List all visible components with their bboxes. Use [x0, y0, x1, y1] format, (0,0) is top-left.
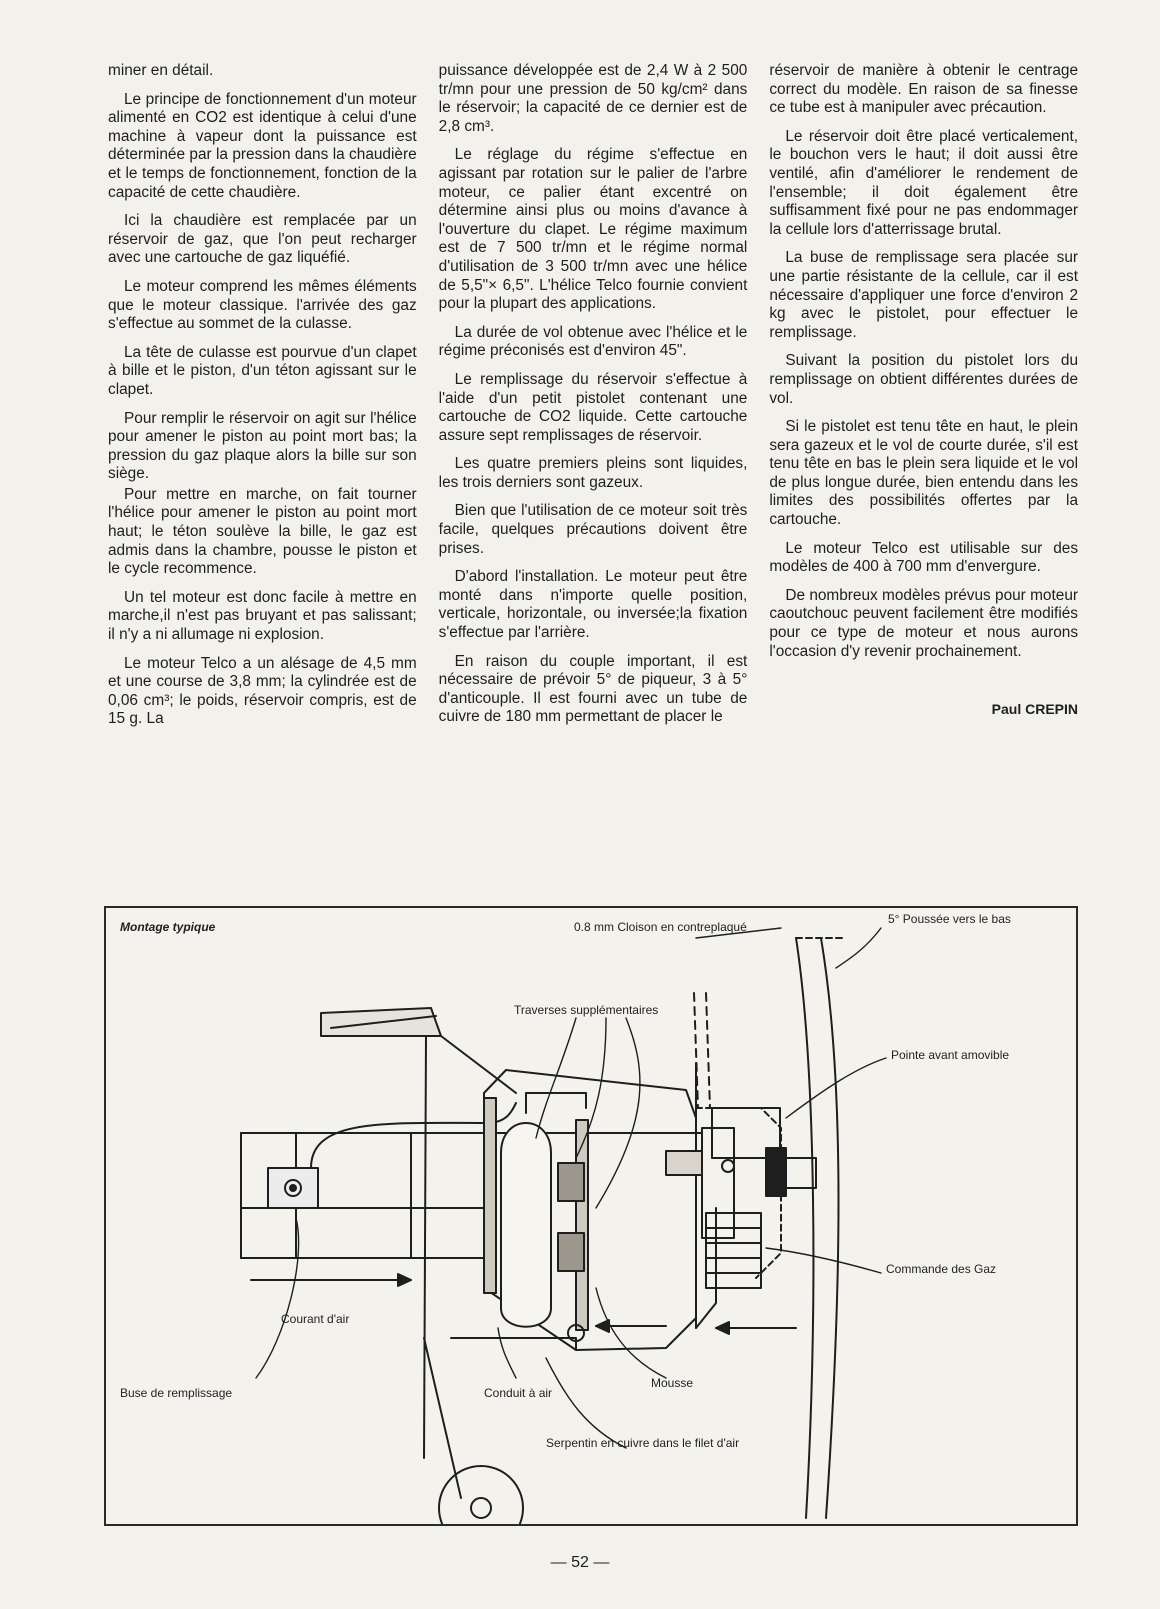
foam-block [558, 1163, 584, 1201]
mounting-diagram [106, 908, 1076, 1524]
label-mousse: Mousse [651, 1376, 694, 1390]
text-column-1 [108, 62, 417, 882]
leader-line [596, 1018, 640, 1208]
label-commande: Commande des Gaz [886, 1262, 997, 1276]
label-serpentin: Serpentin en cuivre dans le filet d'air [546, 1436, 740, 1450]
paragraph: réservoir de manière à obtenir le centrage correct du modèle. En raison de sa finesse ce tube est à manipuler avec précaution. [769, 62, 1079, 117]
paragraph: Le moteur Telco est utilisable sur des modèles de 400 à 700 mm d'envergure. [769, 539, 1079, 576]
propeller-blade [796, 938, 813, 1518]
leader-line [498, 1328, 516, 1378]
paragraph: Suivant la position du pistolet lors du remplissage on obtient différentes durées de vol. [769, 352, 1079, 407]
paragraph: Le remplissage du réservoir s'effectue à l'aide d'un petit pistolet contenant une cartouche de CO2 liquide. Cette cartouche assure sept remplissages de réservoir. [438, 370, 748, 444]
paragraph: Pour mettre en marche, on fait tourner l'hélice pour amener le piston au point mort haut; le téton soulève la bille, le gaz est admis dans la chambre, pousse le piston et le cycle recommence. [108, 485, 417, 578]
label-courant: Courant d'air [281, 1312, 350, 1326]
paragraph: Les quatre premiers pleins sont liquides, les trois derniers sont gazeux. [438, 455, 748, 491]
paragraph: La tête de culasse est pourvue d'un clapet à bille et le piston, d'un téton agissant sur le clapet. [108, 343, 417, 398]
tank-feed-pipe [526, 1093, 586, 1113]
label-conduit: Conduit à air [484, 1386, 553, 1400]
airflow-arrowhead [596, 1320, 609, 1332]
engine-bearing [666, 1151, 702, 1175]
propeller-blade [821, 938, 839, 1518]
leader-line [766, 1248, 881, 1273]
label-poussee: 5° Poussée vers le bas [888, 912, 1011, 926]
paragraph: Le réservoir doit être placé verticalement, le bouchon vers le haut; il doit aussi être ventilé, afin d'améliorer le rendement de l'ensemble; il doit également être suffisamment fixé pour ne pas endommager la cellule lors d'atterrissage brutal. [769, 127, 1079, 238]
text-column-2 [439, 62, 748, 882]
paragraph: La durée de vol obtenue avec l'hélice et le régime préconisés est d'environ 45". [438, 323, 748, 360]
fuselage-strut [424, 1036, 426, 1458]
leader-line [256, 1218, 299, 1378]
label-buse: Buse de remplissage [120, 1386, 233, 1400]
paragraph: Le moteur comprend les mêmes éléments que le moteur classique. l'arrivée des gaz s'effectue au sommet de la culasse. [108, 277, 417, 333]
foam-block [558, 1233, 584, 1271]
paragraph: Ici la chaudière est remplacée par un réservoir de gaz, que l'on peut recharger avec une cartouche de gaz liquéfié. [108, 212, 417, 267]
paragraph: Bien que l'utilisation de ce moteur soit très facile, quelques précautions doivent être prises. [438, 502, 748, 557]
paragraph: De nombreux modèles prévus pour moteur caoutchouc peuvent facilement être modifiés pour ce type de moteur et nous aurons l'occasion d'y revenir prochainement. [769, 586, 1079, 660]
engine-screw [722, 1160, 734, 1172]
plywood-bulkhead-line [706, 993, 710, 1108]
plywood-bulkhead [576, 1120, 588, 1330]
paragraph: Pour remplir le réservoir on agit sur l'hélice pour amener le piston au point mort bas; la pression du gaz plaque alors la bille sur son siège. [108, 409, 417, 483]
paragraph: En raison du couple important, il est nécessaire de prévoir 5° de piqueur, 3 à 5° d'anticouple. Il est fourni avec un tube de cuivre de 180 mm permettant de placer le [438, 652, 748, 726]
wing-strut [441, 1036, 516, 1093]
air-duct [451, 1338, 576, 1350]
label-pointe: Pointe avant amovible [891, 1048, 1010, 1062]
author-signature: Paul CREPIN [991, 701, 1079, 718]
wheel-hub [471, 1498, 491, 1518]
label-traverses: Traverses supplémentaires [514, 1003, 659, 1017]
page-number: — 52 — [550, 1554, 610, 1571]
paragraph: puissance développée est de 2,4 W à 2 500 tr/mn pour une pression de 50 kg/cm² dans le réservoir; la capacité de ce dernier est de 2,8 cm³. [438, 62, 748, 135]
text-column-3 [769, 62, 1078, 882]
paragraph: Le principe de fonctionnement d'un moteur alimenté en CO2 est identique à celui d'une machine à vapeur dont la puissance est déterminée par la pression dans la chaudière et le temps de fonctionnement, fonction de la capacité de cette chaudière. [108, 90, 417, 201]
plywood-bulkhead [484, 1098, 496, 1293]
paragraph: Le moteur Telco a un alésage de 4,5 mm et une course de 3,8 mm; la cylindrée est de 0,06 cm³; le poids, réservoir compris, est de 15 g. La [108, 654, 417, 728]
technical-figure [104, 906, 1078, 1526]
airflow-arrowhead [398, 1274, 411, 1286]
paragraph: D'abord l'installation. Le moteur peut être monté dans n'importe quelle position, verticale, horizontale, ou inversée;la fixation s'effectue par l'arrière. [438, 568, 748, 642]
label-cloison: 0.8 mm Cloison en contreplaqué [574, 920, 747, 934]
landing-wheel [439, 1466, 523, 1524]
propeller-hub [766, 1148, 786, 1196]
airflow-arrowhead [716, 1322, 729, 1334]
figure-title: Montage typique [120, 920, 216, 934]
co2-tank [501, 1123, 551, 1327]
paragraph: La buse de remplissage sera placée sur une partie résistante de la cellule, car il est nécessaire d'appliquer une force d'environ 2 kg avec le pistolet, pour effectuer le remplissage. [769, 249, 1079, 341]
leader-line [596, 1288, 666, 1378]
paragraph: Le réglage du régime s'effectue en agissant par rotation sur le palier de l'arbre moteur, ce palier étant excentré on détermine ainsi plus ou moins d'avance à l'ouverture du clapet. Le régime maximum est de 7 500 tr/mn et le régime normal d'utilisation de 3 500 tr/mn avec une hélice de 5,5"× 6,5". L'hélice Telco fournie convient pour la plupart des applications. [438, 146, 748, 313]
paragraph: Un tel moteur est donc facile à mettre en marche,il n'est pas bruyant et pas salissant; il n'y a ni allumage ni explosion. [108, 588, 417, 644]
paragraph: Si le pistolet est tenu tête en haut, le plein sera gazeux et le vol de courte durée, s'il est tenu tête en bas le plein sera liquide et le vol de plus longue durée, bien entendu dans les limites des possibilités offertes par la cartouche. [769, 418, 1079, 529]
filling-nozzle-valve [290, 1185, 296, 1191]
paragraph: miner en détail. [108, 62, 214, 79]
article-text [108, 62, 1078, 882]
leader-line [836, 928, 881, 968]
leader-line [546, 1358, 626, 1448]
